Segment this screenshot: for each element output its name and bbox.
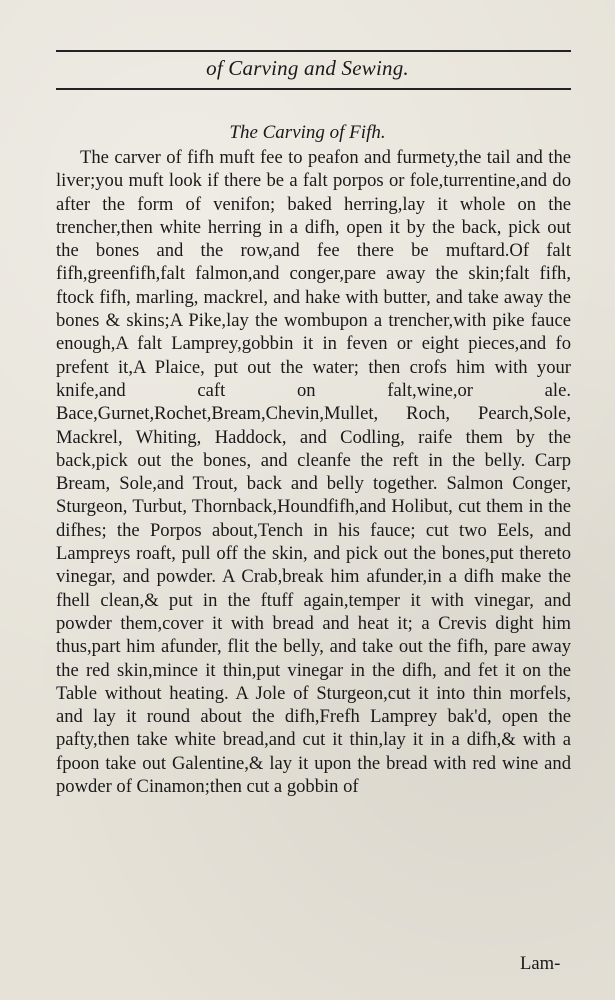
- catchword: Lam-: [520, 953, 561, 974]
- header-rule-top: [56, 50, 571, 52]
- section-title: The Carving of Fifh.: [229, 122, 386, 143]
- body-paragraph: The carver of fifh muft fee to peafon and furmety,the tail and the liver;you muft look if there be a falt porpos or fole,turrentine,and do after the form of venifon; baked herring,lay it whole on the trencher,then white herring in a difh, open it by the back, pick out the bones and the row,and fee there be muftard.Of falt fifh,greenfifh,falt falmon,and conger,pare away the skin;falt fifh, ftock fifh, marling, mackrel, and hake with butter, and take away the bones & skins;A Pike,lay the wombupon a trencher,with pike fauce enough,A falt Lamprey,gobbin it in feven or eight pieces,and fo prefent it,A Plaice, put out the water; then crofs him with your knife,and caft on falt,wine,or ale. Bace,Gurnet,Rochet,Bream,Chevin,Mullet, Roch, Pearch,Sole, Mackrel, Whiting, Haddock, and Codling, raife them by the back,pick out the bones, and cleanfe the reft in the belly. Carp Bream, Sole,and Trout, back and belly together. Salmon Conger, Sturgeon, Turbut, Thornback,Houndfifh,and Holibut, cut them in the difhes; the Porpos about,Tench in his fauce; cut two Eels, and Lampreys roaft, pull off the skin, and pick out the bones,put thereto vinegar, and powder. A Crab,break him afunder,in a difh make the fhell clean,& put in the ftuff again,temper it with vinegar, and powder them,cover it with bread and heat it; a Crevis dight him thus,part him afunder, flit the belly, and take out the fifh, pare away the red skin,mince it thin,put vinegar in the difh, and fet it on the Table without heating. A Jole of Sturgeon,cut it into thin morfels, and lay it round about the difh,Frefh Lamprey bak'd, open the pafty,then take white bread,and cut it thin,lay it in a difh,& with a fpoon take out Galentine,& lay it upon the bread with red wine and powder of Cinamon;then cut a gobbin of: [56, 147, 571, 798]
- running-head: of Carving and Sewing.: [206, 56, 409, 80]
- header-rule-bottom: [56, 88, 571, 90]
- body-text: [56, 146, 571, 798]
